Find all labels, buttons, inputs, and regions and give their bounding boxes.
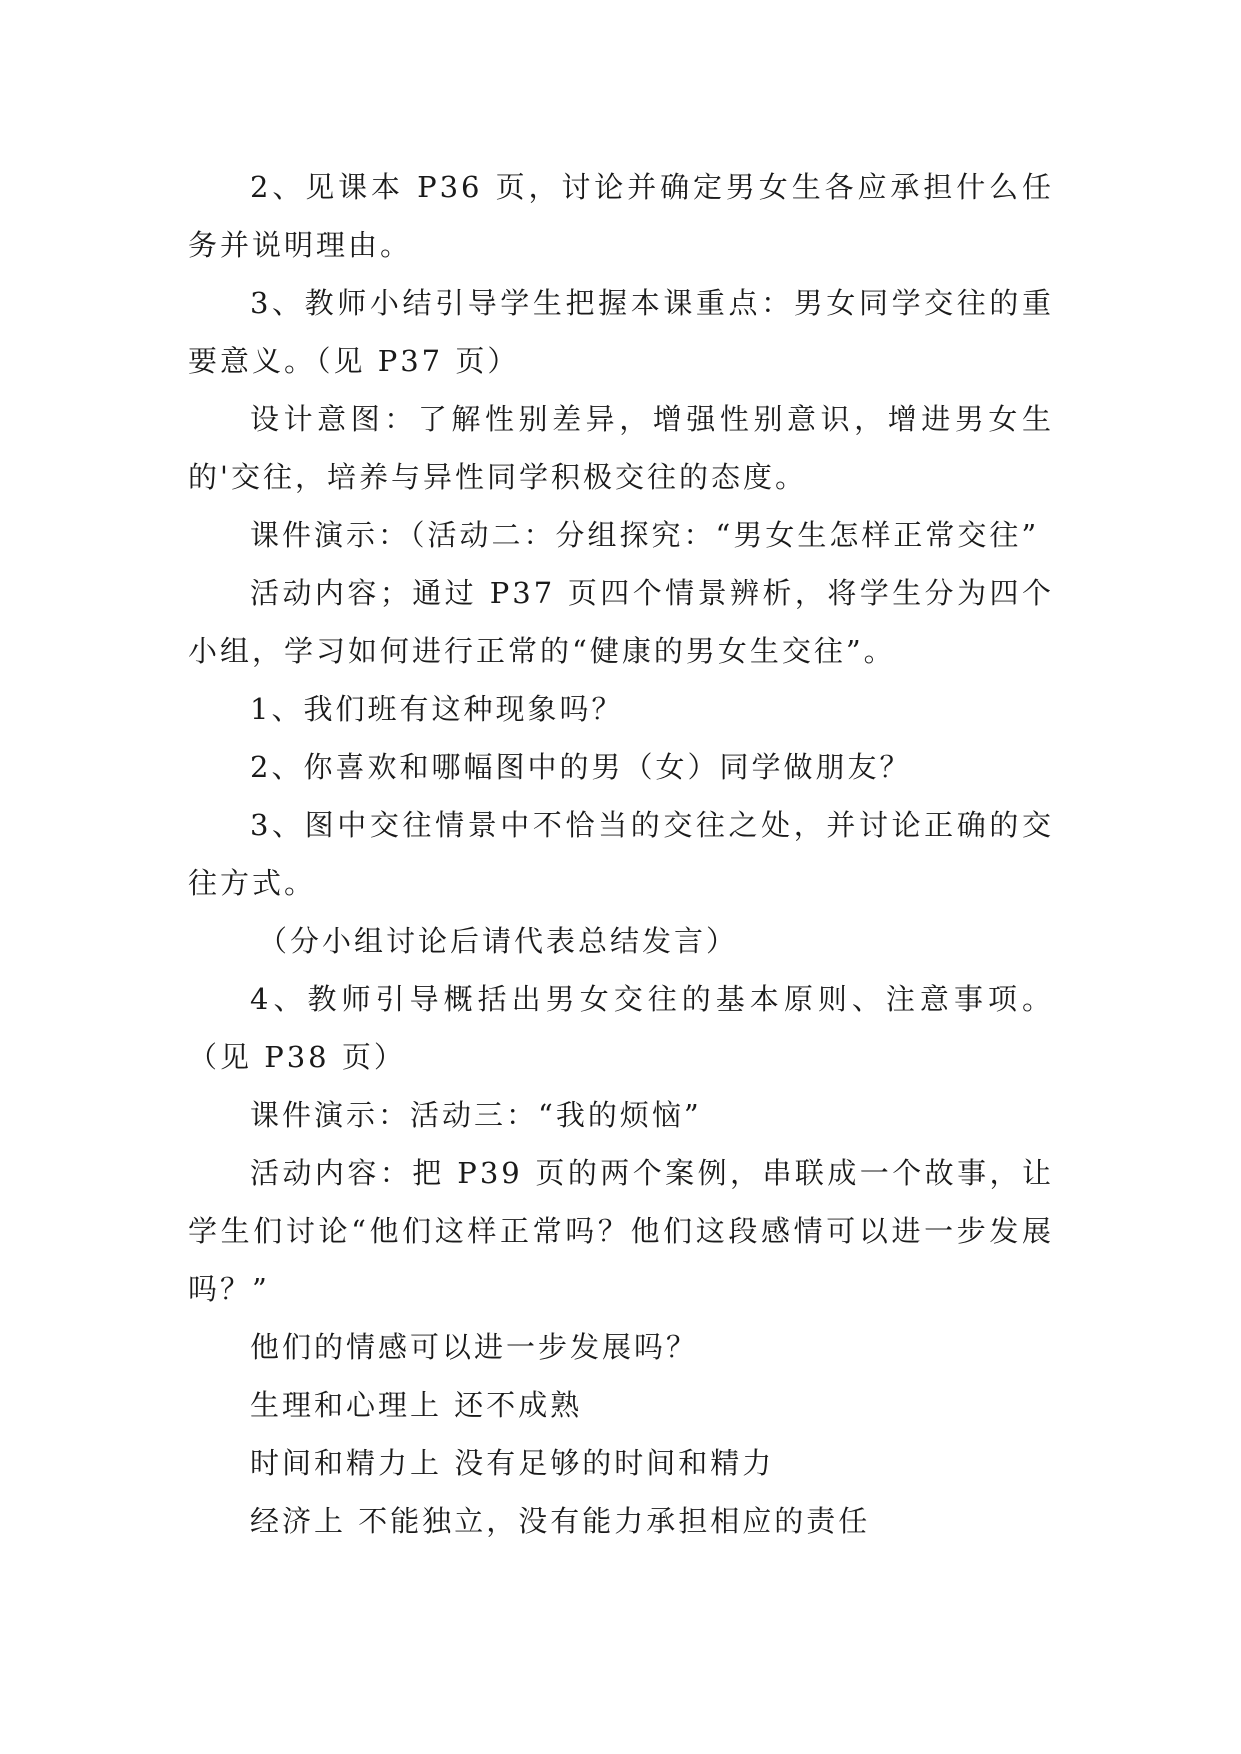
- paragraph-design-intent: 设计意图：了解性别差异，增强性别意识，增进男女生的'交往，培养与异性同学积极交往的态度。: [188, 402, 1054, 494]
- paragraph-group-discussion: （分小组讨论后请代表总结发言）: [258, 924, 739, 958]
- paragraph-question-2: 2、你喜欢和哪幅图中的男（女）同学做朋友？: [250, 750, 912, 784]
- paragraph-economy: 经济上 不能独立，没有能力承担相应的责任: [250, 1504, 871, 1538]
- paragraph-physiology: 生理和心理上 还不成熟: [250, 1388, 583, 1422]
- paragraph-activity-two-title: 课件演示：（活动二：分组探究：“男女生怎样正常交往”: [250, 518, 1040, 552]
- paragraph-activity-three-title: 课件演示：活动三：“我的烦恼”: [250, 1098, 702, 1132]
- paragraph-principles: 4、教师引导概括出男女交往的基本原则、注意事项。（见 P38 页）: [188, 982, 1054, 1074]
- paragraph-teacher-summary: 3、教师小结引导学生把握本课重点：男女同学交往的重要意义。（见 P37 页）: [188, 286, 1054, 378]
- paragraph-question-3: 3、图中交往情景中不恰当的交往之处，并讨论正确的交往方式。: [188, 808, 1054, 900]
- paragraph-activity-two-content: 活动内容；通过 P37 页四个情景辨析，将学生分为四个小组，学习如何进行正常的“健康的男女生交往”。: [188, 576, 1054, 668]
- paragraph-time-energy: 时间和精力上 没有足够的时间和精力: [250, 1446, 775, 1480]
- document-page: [188, 158, 1054, 1550]
- paragraph-task-assignment: 2、见课本 P36 页，讨论并确定男女生各应承担什么任务并说明理由。: [188, 170, 1054, 262]
- paragraph-activity-three-content: 活动内容：把 P39 页的两个案例，串联成一个故事，让学生们讨论“他们这样正常吗？他们这段感情可以进一步发展吗？”: [188, 1156, 1054, 1306]
- paragraph-question-1: 1、我们班有这种现象吗？: [250, 692, 624, 726]
- paragraph-emotion-question: 他们的情感可以进一步发展吗？: [250, 1330, 699, 1364]
